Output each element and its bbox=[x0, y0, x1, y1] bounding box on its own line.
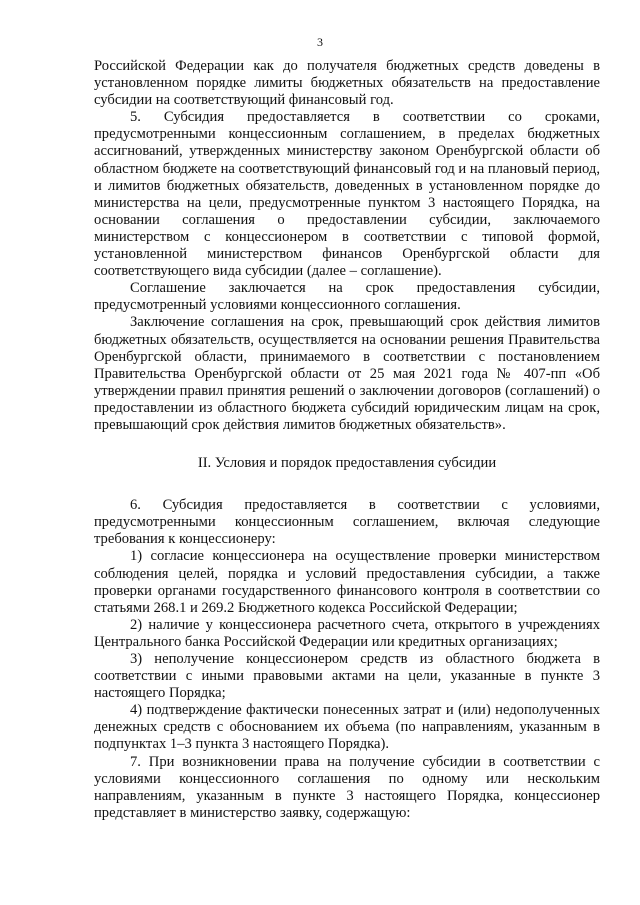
paragraph-continuation: Российской Федерации как до получателя бюджетных средств доведены в установленном порядке лимиты бюджетных обязательств на предоставление субсидии на соответствующий финансовый год. bbox=[94, 58, 600, 109]
list-item-3: 3) неполучение концессионером средств из областного бюджета в соответствии с иными правовыми актами на цели, указанные в пункте 3 настоящего Порядка; bbox=[94, 651, 600, 702]
list-item-1: 1) согласие концессионера на осуществление проверки министерством соблюдения целей, порядка и условий предоставления субсидии, а также проверки органами государственного финансового контроля в соответствии со статьями 268.1 и 269.2 Бюджетного кодекса Российской Федерации; bbox=[94, 548, 600, 616]
document-body bbox=[94, 58, 600, 822]
list-item-4: 4) подтверждение фактически понесенных затрат и (или) недополученных денежных средств с обоснованием их объема (по направлениям, указанным в подпунктах 1–3 пункта 3 настоящего Порядка). bbox=[94, 702, 600, 753]
paragraph-item-7: 7. При возникновении права на получение субсидии в соответствии с условиями концессионного соглашения по одному или нескольким направлениям, указанным в пункте 3 настоящего Порядка, концессионер представляет в министерство заявку, содержащую: bbox=[94, 753, 600, 821]
paragraph-agreement-extension: Заключение соглашения на срок, превышающий срок действия лимитов бюджетных обязательств, осуществляется на основании решения Правительства Оренбургской области, принимаемого в соответствии с постановлением Правительства Оренбургской области от 25 мая 2021 года № 407-пп «Об утверждении правил принятия решений о заключении договоров (соглашений) о предоставлении из областного бюджета субсидий юридическим лицам на срок, превышающий срок действия лимитов бюджетных обязательств». bbox=[94, 314, 600, 433]
paragraph-item-5: 5. Субсидия предоставляется в соответствии со сроками, предусмотренными концессионным соглашением, в пределах бюджетных ассигнований, утвержденных министерству законом Оренбургской области об областном бюджете на соответствующий финансовый год и на плановый период, и лимитов бюджетных обязательств, доведенных в установленном порядке до министерства на цели, предусмотренные пунктом 3 настоящего Порядка, на основании соглашения о предоставлении субсидии, заключаемого министерством с концессионером в соответствии с типовой формой, установленной министерством финансов Оренбургской области для соответствующего вида субсидии (далее – соглашение). bbox=[94, 109, 600, 280]
page-number: 3 bbox=[317, 35, 323, 49]
section-heading: II. Условия и порядок предоставления субсидии bbox=[197, 455, 497, 472]
paragraph-agreement-term: Соглашение заключается на срок предоставления субсидии, предусмотренный условиями концессионного соглашения. bbox=[94, 280, 600, 314]
paragraph-item-6: 6. Субсидия предоставляется в соответствии с условиями, предусмотренными концессионным соглашением, включая следующие требования к концессионеру: bbox=[94, 497, 600, 548]
list-item-2: 2) наличие у концессионера расчетного счета, открытого в учреждениях Центрального банка Российской Федерации или кредитных организациях; bbox=[94, 616, 600, 650]
